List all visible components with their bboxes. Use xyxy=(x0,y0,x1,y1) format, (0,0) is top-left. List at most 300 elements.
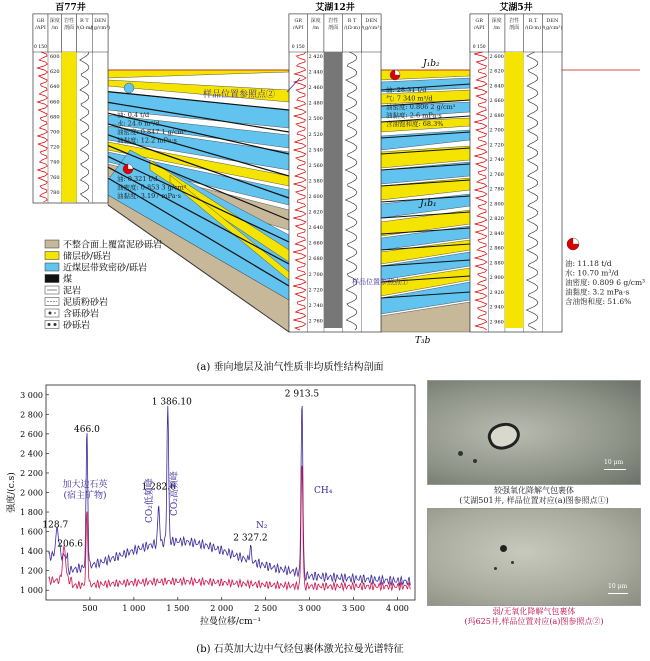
legend-pattern xyxy=(54,323,57,326)
legend-label: 不整合面上覆富泥砂砾岩 xyxy=(63,240,163,251)
lithology-cell xyxy=(324,88,342,94)
legend-label: 泥质粉砂岩 xyxy=(63,298,109,308)
header-text: /(Ω·m) xyxy=(524,25,542,31)
well-header xyxy=(289,14,381,52)
stratum-label-middle: J₁b₁ xyxy=(420,199,437,209)
depth-label: 660 xyxy=(49,99,60,106)
depth-label: 2 840 xyxy=(489,230,504,237)
lithology-cell xyxy=(505,124,523,130)
scale-label: 10 μm xyxy=(608,583,628,590)
header-text: 剖面 xyxy=(328,25,339,31)
annotation-quartz: (宿主矿物) xyxy=(63,491,107,501)
lithology-cell xyxy=(324,148,342,154)
y-axis-label: 强度/(c.s) xyxy=(7,472,17,513)
lithology-cell xyxy=(505,166,523,172)
header-text: R T xyxy=(528,18,538,24)
lithology-cell xyxy=(324,136,342,142)
legend-label: 近煤层带致密砂/砾岩 xyxy=(63,263,148,274)
legend-swatch xyxy=(45,263,59,271)
lithology-cell xyxy=(505,286,523,292)
depth-label: 2 700 xyxy=(489,127,504,134)
depth-label: 2 660 xyxy=(489,98,504,105)
depth-label: 2 620 xyxy=(308,209,323,216)
legend-swatch xyxy=(45,252,59,260)
lithology-cell xyxy=(324,142,342,148)
lithology-cell xyxy=(505,208,523,214)
well-name: 艾湖5井 xyxy=(499,3,533,13)
caption-b: (b) 石英加大边中气烃包裹体激光拉曼光谱特征 xyxy=(196,644,404,655)
depth-label: 2 800 xyxy=(489,201,504,208)
lithology-cell xyxy=(62,160,77,166)
x-tick-label: 4 000 xyxy=(385,604,409,613)
inclusion-dot xyxy=(473,459,477,463)
header-text: 岩性 xyxy=(328,18,339,24)
well1-oil-info-2: 油黏度: 3.197 mPa·s xyxy=(117,192,181,200)
x-tick-label: 1 000 xyxy=(122,604,146,613)
gr-scale: 0 150 xyxy=(34,45,47,50)
lithology-cell xyxy=(324,310,342,316)
depth-label: 2 640 xyxy=(308,225,323,232)
header-text: 岩性 xyxy=(509,18,520,24)
lithology-cell xyxy=(324,274,342,280)
sample-ref-1: 样品位置参照点① xyxy=(352,278,408,286)
lithology-cell xyxy=(505,184,523,190)
depth-label: 2 420 xyxy=(308,54,323,60)
depth-label: 2 600 xyxy=(308,194,323,200)
y-tick-label: 2 800 xyxy=(20,410,43,420)
legend-label: 储层砂/砾岩 xyxy=(63,252,112,262)
lithology-cell xyxy=(505,58,523,64)
y-tick-label: 1 200 xyxy=(20,566,43,576)
lithology-cell xyxy=(505,298,523,304)
legend-pattern xyxy=(54,312,56,314)
well-1 xyxy=(33,1,110,203)
inclusion-dot xyxy=(458,451,463,456)
depth-label: 600 xyxy=(49,54,60,60)
header-text: /API xyxy=(35,25,46,31)
gr-scale: 0 150 xyxy=(291,45,305,50)
gr-scale: 0 150 xyxy=(472,45,486,50)
depth-label: 2 720 xyxy=(489,142,504,149)
lithology-cell xyxy=(324,106,342,112)
lithology-cell xyxy=(324,304,342,310)
lithology-cell xyxy=(505,88,523,94)
lithology-cell xyxy=(324,322,342,328)
depth-label: 740 xyxy=(49,159,60,166)
photo-2-caption: 弱/无氧化降解气包裹体 (玛625井,样品位置对应(a)图参照点②) xyxy=(464,607,604,626)
lithology-cell xyxy=(324,196,342,202)
x-tick-label: 3 000 xyxy=(298,604,322,613)
legend-label: 煤 xyxy=(63,275,73,285)
header-text: /API xyxy=(473,25,485,31)
lithology-cell xyxy=(324,124,342,130)
lithology-cell xyxy=(324,70,342,76)
y-tick-label: 2 600 xyxy=(20,429,43,439)
depth-label: 2 600 xyxy=(489,54,504,60)
legend-pattern xyxy=(49,312,52,315)
lithology-cell xyxy=(324,190,342,196)
legend-label: 泥岩 xyxy=(63,286,82,297)
lithology-cell xyxy=(505,118,523,124)
legend-swatch xyxy=(45,275,59,283)
annotation-co2-high: CO₂高频峰 xyxy=(170,471,180,516)
depth-label: 2 460 xyxy=(308,85,323,92)
lithology-cell xyxy=(505,280,523,286)
header-text: /m xyxy=(493,25,500,31)
lithology-cell xyxy=(324,286,342,292)
lithology-cell xyxy=(62,76,77,82)
lithology-cell xyxy=(505,226,523,232)
header-text: DEN xyxy=(365,18,378,24)
lithology-cell xyxy=(324,250,342,256)
well-name: 百77井 xyxy=(55,3,86,13)
lithology-cell xyxy=(324,232,342,238)
depth-label: 2 920 xyxy=(489,289,504,296)
lithology-cell xyxy=(505,232,523,238)
depth-label: 2 720 xyxy=(308,287,323,294)
depth-label: 2 740 xyxy=(489,157,504,164)
photo-1-caption: 较强氧化降解气包裹体 (艾湖501井, 样品位置对应(a)图参照点①) xyxy=(459,486,609,505)
sample-ref-2: 样品位置参照点② xyxy=(203,90,276,100)
peak-label: 206.6 xyxy=(57,539,84,550)
lithology-cell xyxy=(505,52,523,58)
header-text: /(g/cm³) xyxy=(90,25,111,31)
lithology-cell xyxy=(62,106,77,112)
well2-oil-info: 油密度: 0.806 2 g/cm³ xyxy=(386,103,456,111)
scale-label: 10 μm xyxy=(604,459,624,466)
annotation-co2-low: CO₂低频峰 xyxy=(145,478,155,523)
depth-label: 2 660 xyxy=(308,240,323,247)
cross-section xyxy=(33,1,645,346)
well3-oil-info: 水: 10.70 m³/d xyxy=(565,268,619,278)
lithology-cell xyxy=(505,250,523,256)
well-header xyxy=(470,14,562,52)
stratum-band xyxy=(108,70,289,78)
peak-label: 1 282.6 xyxy=(141,482,176,493)
depth-label: 2 540 xyxy=(308,147,323,154)
well3-oil-info: 油: 11.18 t/d xyxy=(565,259,612,268)
header-text: 剖面 xyxy=(63,25,75,31)
depth-label: 680 xyxy=(49,114,60,121)
annotation-quartz: 加大边石英 xyxy=(62,480,108,490)
lithology-cell xyxy=(505,316,523,322)
lithology-cell xyxy=(62,82,77,88)
x-tick-label: 3 500 xyxy=(342,604,365,613)
lithology-cell xyxy=(324,64,342,70)
depth-label: 2 860 xyxy=(489,245,504,252)
legend-swatch xyxy=(45,240,59,248)
raman-spectrum xyxy=(5,385,415,627)
header-text: DEN xyxy=(546,18,559,24)
lithology-cell xyxy=(62,166,77,172)
lithology-cell xyxy=(324,130,342,136)
well3-oil-info: 含油饱和度: 51.6% xyxy=(565,297,632,306)
depth-label: 2 700 xyxy=(308,271,323,278)
y-tick-label: 1 600 xyxy=(20,527,43,537)
lithology-cell xyxy=(505,106,523,112)
peak-label: 128.7 xyxy=(42,520,69,531)
lithology-cell xyxy=(505,322,523,328)
lithology-cell xyxy=(324,214,342,220)
depth-label: 2 880 xyxy=(489,260,504,267)
well1-oil-info: 油: 0.4 t/d xyxy=(117,111,150,119)
depth-label: 720 xyxy=(49,144,60,151)
lithology-cell xyxy=(62,94,77,100)
depth-label: 2 760 xyxy=(489,171,504,178)
depth-label: 2 740 xyxy=(308,302,323,309)
header-text: /(Ω·m) xyxy=(343,25,361,31)
header-text: /(g/cm³) xyxy=(542,25,563,31)
lithology-cell xyxy=(505,262,523,268)
legend-swatch xyxy=(45,321,59,329)
lithology-cell xyxy=(505,310,523,316)
peak-label: 466.0 xyxy=(74,424,100,435)
lithology-cell xyxy=(505,112,523,118)
scale-bar xyxy=(608,593,628,594)
lithology-cell xyxy=(505,70,523,76)
lithology-cell xyxy=(62,136,77,142)
depth-label: 2 560 xyxy=(308,162,323,169)
x-tick-label: 2 000 xyxy=(210,604,234,613)
stratum-label-lower: T₃b xyxy=(415,336,431,346)
lithology-cell xyxy=(62,58,77,64)
lithology-cell xyxy=(62,112,77,118)
photo-inclusion-2 xyxy=(427,508,641,606)
lithology-cell xyxy=(324,112,342,118)
lithology-cell xyxy=(324,226,342,232)
legend-label: 含砾砂岩 xyxy=(63,309,100,320)
lithology-cell xyxy=(324,94,342,100)
lithology-cell xyxy=(324,58,342,64)
lithology-cell xyxy=(505,94,523,100)
well1-oil-info: 油黏度: 12.2 mPa·s xyxy=(117,136,177,145)
stratum-label-upper: J₁b₂ xyxy=(423,59,440,69)
well2-oil-info: 含油饱和度: 68.3% xyxy=(386,120,444,128)
legend-pattern xyxy=(48,323,51,326)
lithology-cell xyxy=(324,298,342,304)
y-tick-label: 1 000 xyxy=(20,586,43,596)
well2-oil-info: 油: 28.31 t/d xyxy=(386,86,427,94)
oil-marker-slice xyxy=(573,238,579,244)
depth-label: 2 960 xyxy=(489,319,504,326)
lithology-cell xyxy=(505,214,523,220)
header-text: /m xyxy=(312,25,319,31)
lithology-cell xyxy=(505,178,523,184)
lithology-cell xyxy=(62,118,77,124)
legend-swatch xyxy=(45,309,59,317)
lithology-cell xyxy=(62,190,77,196)
header-text: GR xyxy=(36,18,45,24)
well1-oil-info-2: 油密度: 0.853 3 g/cm³ xyxy=(117,183,187,192)
well1-oil-info: 水: 24.6 m³/d xyxy=(117,119,160,128)
lithology-cell xyxy=(324,220,342,226)
lithology-cell xyxy=(324,154,342,160)
lithology-cell xyxy=(324,160,342,166)
depth-label: 620 xyxy=(49,69,60,76)
depth-label: 700 xyxy=(49,129,60,136)
header-text: 深度 xyxy=(310,18,321,24)
well-header xyxy=(33,14,110,52)
lithology-cell xyxy=(324,280,342,286)
header-text: 剖面 xyxy=(509,25,520,31)
lithology-cell xyxy=(324,262,342,268)
lithology-cell xyxy=(62,88,77,94)
lithology-cell xyxy=(505,154,523,160)
lithology-cell xyxy=(505,220,523,226)
lithology-cell xyxy=(62,172,77,178)
x-axis-label: 拉曼位移/cm⁻¹ xyxy=(200,617,261,627)
depth-label: 2 520 xyxy=(308,131,323,138)
lithology-cell xyxy=(505,100,523,106)
y-tick-label: 2 200 xyxy=(20,468,43,478)
lithology-cell xyxy=(62,124,77,130)
depth-label: 2 440 xyxy=(308,69,323,76)
header-text: /API xyxy=(292,25,304,31)
lithology-cell xyxy=(324,316,342,322)
header-text: R T xyxy=(347,18,357,24)
depth-label: 2 640 xyxy=(489,83,504,90)
lithology-cell xyxy=(324,244,342,250)
well2-oil-info: 气: 7 340 m³/d xyxy=(386,94,433,103)
lithology-cell xyxy=(505,76,523,82)
depth-label: 2 820 xyxy=(489,216,504,223)
peak-label: 1 386.10 xyxy=(151,397,192,408)
x-tick-label: 500 xyxy=(82,604,98,613)
peak-label: 2 327.2 xyxy=(233,533,268,544)
inclusion-dot xyxy=(511,561,514,564)
lithology-cell xyxy=(324,184,342,190)
depth-label: 2 480 xyxy=(308,100,323,107)
lithology-cell xyxy=(505,244,523,250)
depth-label: 2 680 xyxy=(308,256,323,263)
depth-label: 760 xyxy=(49,174,60,181)
y-tick-label: 1 800 xyxy=(20,508,43,518)
x-tick-label: 1 500 xyxy=(166,604,190,613)
lithology-cell xyxy=(62,154,77,160)
well2-oil-info: 油黏度: 2.6 mPa·s xyxy=(386,111,442,120)
lithology-cell xyxy=(62,130,77,136)
lithology-cell xyxy=(505,172,523,178)
lithology-cell xyxy=(324,238,342,244)
well3-oil-info: 油密度: 0.809 6 g/cm³ xyxy=(565,278,646,287)
lithology-cell xyxy=(505,82,523,88)
lithology-cell xyxy=(62,196,77,202)
lithology-cell xyxy=(324,82,342,88)
lithology-cell xyxy=(505,292,523,298)
header-text: GR xyxy=(294,18,303,24)
depth-label: 780 xyxy=(49,189,60,196)
lithology-cell xyxy=(505,256,523,262)
lithology-cell xyxy=(324,118,342,124)
lithology-cell xyxy=(62,142,77,148)
header-text: /m xyxy=(51,25,58,31)
lithology-cell xyxy=(324,100,342,106)
x-tick-label: 2 500 xyxy=(254,604,278,613)
depth-label: 2 940 xyxy=(489,304,504,311)
depth-label: 2 780 xyxy=(489,186,504,193)
lithology-cell xyxy=(505,130,523,136)
lithology-cell xyxy=(324,268,342,274)
legend-label: 砂砾岩 xyxy=(63,321,91,331)
depth-label: 2 900 xyxy=(489,275,504,282)
legend xyxy=(45,239,162,332)
header-text: R T xyxy=(80,18,89,24)
lithology-cell xyxy=(505,160,523,166)
header-text: 深度 xyxy=(49,18,60,24)
lithology-cell xyxy=(324,202,342,208)
lithology-cell xyxy=(324,166,342,172)
header-text: DEN xyxy=(94,18,107,24)
scale-bar xyxy=(604,469,626,470)
well1-oil-info: 油密度: 0.847 1 g/cm³ xyxy=(117,128,187,136)
header-text: /(Ω·m) xyxy=(76,25,93,31)
lithology-cell xyxy=(62,148,77,154)
photo-inclusion-1 xyxy=(427,380,641,485)
y-tick-label: 1 400 xyxy=(20,547,43,557)
lithology-cell xyxy=(324,292,342,298)
annotation-ch4: CH₄ xyxy=(314,486,333,496)
y-tick-label: 2 000 xyxy=(20,488,43,498)
header-text: 岩性 xyxy=(63,18,75,24)
depth-label: 640 xyxy=(49,84,60,91)
lithology-cell xyxy=(505,64,523,70)
lithology-cell xyxy=(62,184,77,190)
lithology-cell xyxy=(324,172,342,178)
water-marker xyxy=(124,83,134,93)
lithology-cell xyxy=(505,196,523,202)
lithology-cell xyxy=(505,268,523,274)
y-tick-label: 3 000 xyxy=(20,390,43,400)
lithology-cell xyxy=(324,76,342,82)
lithology-cell xyxy=(62,178,77,184)
lithology-cell xyxy=(324,52,342,58)
header-text: GR xyxy=(475,18,484,24)
header-text: 深度 xyxy=(491,18,502,24)
inclusion-dot xyxy=(494,567,497,570)
peak-label: 2 913.5 xyxy=(284,389,320,400)
depth-label: 2 760 xyxy=(308,318,323,325)
lithology-cell xyxy=(62,52,77,58)
lithology-cell xyxy=(505,136,523,142)
lithology-cell xyxy=(505,238,523,244)
lithology-cell xyxy=(505,142,523,148)
lithology-cell xyxy=(324,256,342,262)
inclusion-dot xyxy=(500,545,507,552)
lithology-cell xyxy=(62,70,77,76)
lithology-cell xyxy=(324,178,342,184)
lithology-cell xyxy=(505,274,523,280)
depth-label: 2 680 xyxy=(489,112,504,119)
well3-oil-info: 油黏度: 3.2 mPa·s xyxy=(565,287,630,297)
caption-a: (a) 垂向地层及油气性质非均质性结构剖面 xyxy=(196,362,384,373)
lithology-cell xyxy=(62,100,77,106)
lithology-cell xyxy=(505,190,523,196)
lithology-cell xyxy=(62,64,77,70)
annotation-n2: N₂ xyxy=(256,521,268,531)
lithology-cell xyxy=(505,304,523,310)
lithology-cell xyxy=(505,148,523,154)
well-name: 艾湖12井 xyxy=(315,3,355,13)
lithology-cell xyxy=(505,202,523,208)
lithology-cell xyxy=(324,208,342,214)
header-text: /(g/cm³) xyxy=(361,25,382,31)
well1-oil-info-2: 油: 0.321 t/d xyxy=(117,175,158,183)
depth-label: 2 500 xyxy=(308,116,323,123)
well-3 xyxy=(470,1,562,332)
y-tick-label: 2 400 xyxy=(20,449,43,459)
depth-label: 2 580 xyxy=(308,178,323,185)
depth-label: 2 620 xyxy=(489,68,504,75)
